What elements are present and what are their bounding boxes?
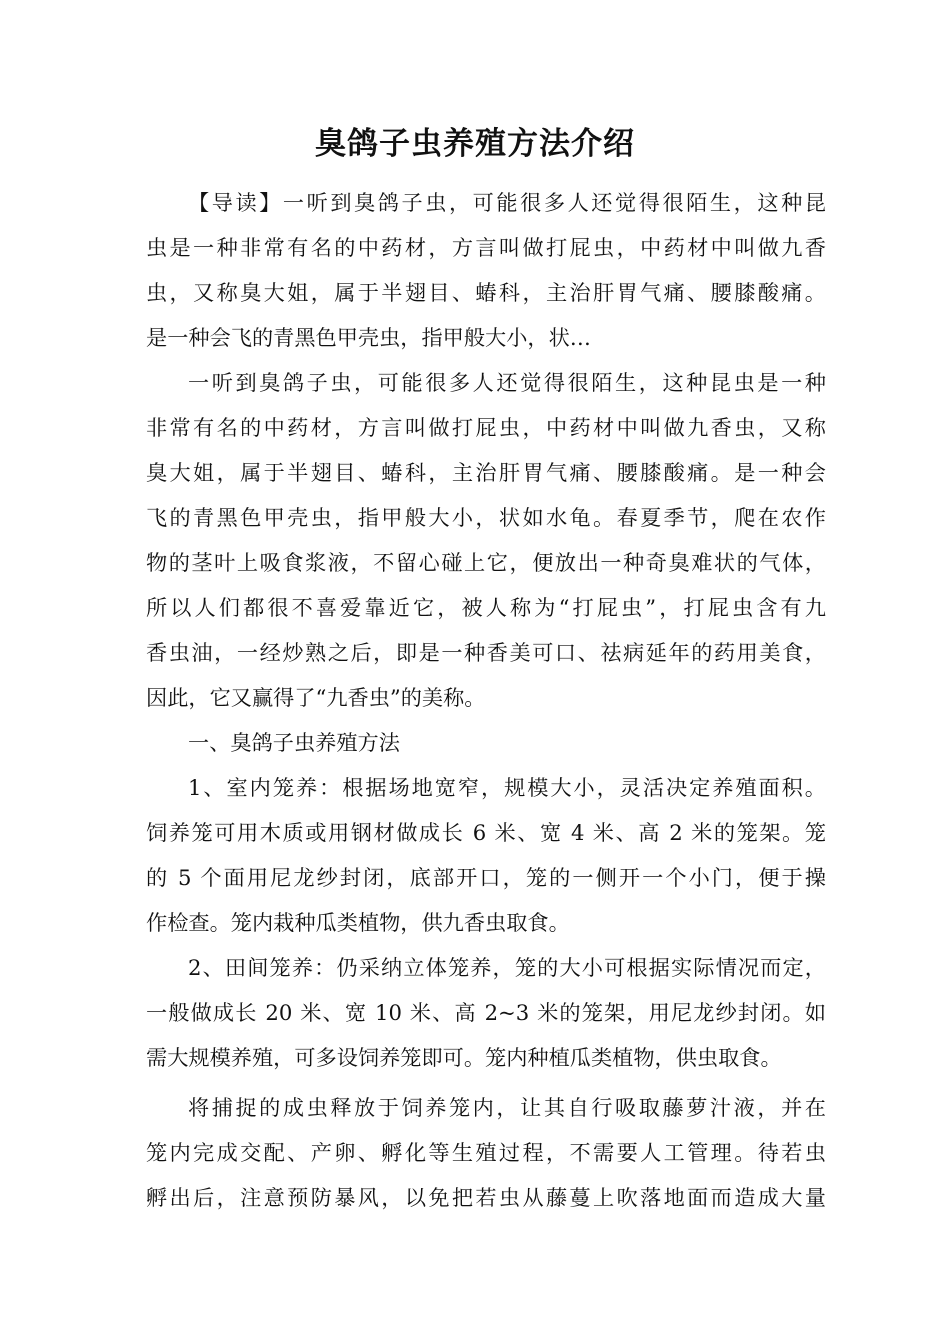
paragraph-line: 香虫油，一经炒熟之后，即是一种香美可口、祛病延年的药用美食， (146, 640, 826, 665)
paragraph-line: 2、田间笼养：仍采纳立体笼养，笼的大小可根据实际情况而定， (188, 955, 826, 980)
paragraph-line: 1、室内笼养：根据场地宽窄，规模大小，灵活决定养殖面积。 (188, 775, 826, 800)
paragraph-line: 虫，又称臭大姐，属于半翅目、蝽科，主治肝胃气痛、腰膝酸痛。 (146, 280, 826, 305)
paragraph-line: 物的茎叶上吸食浆液，不留心碰上它，便放出一种奇臭难状的气体， (146, 550, 826, 575)
paragraph-line: 非常有名的中药材，方言叫做打屁虫，中药材中叫做九香虫，又称 (146, 415, 826, 440)
paragraph-line: 的 5 个面用尼龙纱封闭，底部开口，笼的一侧开一个小门，便于操 (146, 865, 826, 890)
paragraph-line: 孵出后，注意预防暴风，以免把若虫从藤蔓上吹落地面而造成大量 (146, 1185, 826, 1210)
paragraph-line: 飞的青黑色甲壳虫，指甲般大小，状如水龟。春夏季节，爬在农作 (146, 505, 826, 530)
document-title: 臭鸽子虫养殖方法介绍 (315, 126, 635, 162)
paragraph-line: 一听到臭鸽子虫，可能很多人还觉得很陌生，这种昆虫是一种 (188, 370, 826, 395)
paragraph-line: 所以人们都很不喜爱靠近它，被人称为“打屁虫”，打屁虫含有九 (146, 595, 826, 620)
paragraph-line: 一般做成长 20 米、宽 10 米、高 2~3 米的笼架，用尼龙纱封闭。如 (146, 1000, 826, 1025)
paragraph-line: 作检查。笼内栽种瓜类植物，供九香虫取食。 (146, 910, 570, 935)
paragraph-line: 臭大姐，属于半翅目、蝽科，主治肝胃气痛、腰膝酸痛。是一种会 (146, 460, 826, 485)
section-heading: 一、臭鸽子虫养殖方法 (188, 730, 400, 755)
paragraph-line: 是一种会飞的青黑色甲壳虫，指甲般大小，状… (146, 325, 591, 350)
paragraph-line: 【导读】一听到臭鸽子虫，可能很多人还觉得很陌生，这种昆 (188, 190, 826, 215)
paragraph-line: 需大规模养殖，可多设饲养笼即可。笼内种植瓜类植物，供虫取食。 (146, 1045, 782, 1070)
paragraph-line: 将捕捉的成虫释放于饲养笼内，让其自行吸取藤萝汁液，并在 (188, 1095, 826, 1120)
paragraph-line: 饲养笼可用木质或用钢材做成长 6 米、宽 4 米、高 2 米的笼架。笼 (146, 820, 826, 845)
paragraph-line: 因此，它又赢得了“九香虫”的美称。 (146, 685, 486, 710)
paragraph-line: 笼内完成交配、产卵、孵化等生殖过程，不需要人工管理。待若虫 (146, 1140, 826, 1165)
paragraph-line: 虫是一种非常有名的中药材，方言叫做打屁虫，中药材中叫做九香 (146, 235, 826, 260)
